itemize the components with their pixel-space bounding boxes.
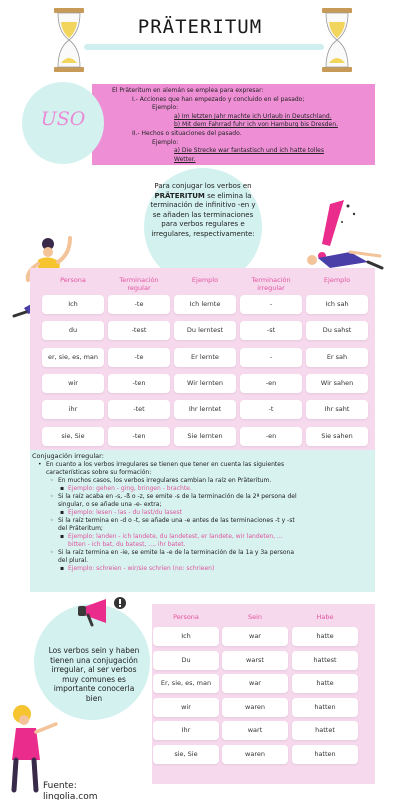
sein-haben-table-cell: hattest <box>292 651 358 670</box>
sein-haben-table-cell: hattet <box>292 721 358 740</box>
irregular-list-item <box>36 541 372 549</box>
conjugation-table-cell: Du sahst <box>306 321 368 340</box>
uso-line: El Präteritum en alemán se emplea para expresar: <box>112 87 264 94</box>
bullet-icon: ▪ <box>60 565 65 572</box>
irregular-list-item <box>36 565 372 573</box>
irregular-list-text: características sobre su formación: <box>46 469 152 476</box>
intro-text <box>148 182 258 240</box>
irregular-list-text: Ejemplo: gehen - ging, bringen - brachte. <box>68 485 192 492</box>
conjugation-table-header-2: Ejemplo <box>191 276 219 284</box>
conjugation-table-cell: -en <box>240 374 302 393</box>
conjugation-table-cell: du <box>42 321 104 340</box>
source-value: lingolia.com <box>43 792 98 800</box>
intro-text-bold: PRÄTERITUM <box>154 191 205 200</box>
conjugation-table-cell: Er lernte <box>174 348 236 367</box>
conjugation-table-header-1: Terminación regular <box>119 276 159 292</box>
irregular-list-item <box>36 493 372 501</box>
irregular-list-text: Si la raíz acaba en -s, -ß o -z, se emite -s de la terminación de la 2ª persona del <box>58 493 297 500</box>
conjugation-table-cell: Wir lernten <box>174 374 236 393</box>
irregular-list-item <box>36 501 372 509</box>
sein-haben-table-cell: hatte <box>292 674 358 693</box>
irregular-list-text: Ejemplo: landen - ich landete, du landetest, er landete, wir landeten, ... <box>68 533 283 540</box>
sein-haben-table-cell: hatte <box>292 627 358 646</box>
irregular-list-item <box>36 533 372 541</box>
uso-line: Ejemplo: <box>152 104 179 112</box>
irregular-list-item <box>36 509 372 517</box>
conjugation-table-cell: -tet <box>108 400 170 419</box>
bullet-icon: ◦ <box>50 517 54 524</box>
irregular-list-text: Si la raíz termina en -d o -t, se añade una -e antes de las terminaciones -t y -st <box>58 517 295 524</box>
conjugation-table-cell: -te <box>108 295 170 314</box>
irregular-list-text: Ejemplo: schreien - wir/sie schrien (no: schrieen) <box>68 565 215 572</box>
bullet-icon: ▪ <box>60 533 65 540</box>
sein-haben-table-cell: war <box>222 674 288 693</box>
conjugation-table-header-3: Terminación irregular <box>251 276 291 292</box>
conjugation-table-cell: -te <box>108 348 170 367</box>
bullet-icon: • <box>38 461 42 468</box>
irregular-list-item <box>36 525 372 533</box>
hourglass-icon <box>320 8 354 72</box>
irregular-list-item <box>36 517 372 525</box>
irregular-list-item <box>36 557 372 565</box>
irregular-list-text: del Präteritum; <box>58 525 103 532</box>
conjugation-table-cell: sie, Sie <box>42 427 104 446</box>
bullet-icon: ▪ <box>60 485 65 492</box>
bullet-icon: ▪ <box>60 509 65 516</box>
title-underline <box>84 44 324 50</box>
conjugation-table-cell: - <box>240 295 302 314</box>
sein-haben-table-cell: hatten <box>292 745 358 764</box>
sein-haben-table-cell: Du <box>153 651 219 670</box>
conjugation-table-cell: Wir sahen <box>306 374 368 393</box>
page-title: PRÄTERITUM <box>137 16 263 38</box>
sein-haben-table-cell: warst <box>222 651 288 670</box>
conjugation-table-cell: -ten <box>108 374 170 393</box>
conjugation-table-cell: Ich lernte <box>174 295 236 314</box>
conjugation-table-cell: -test <box>108 321 170 340</box>
sein-haben-table-header-2: Habe <box>316 613 334 621</box>
intro-text-before: Para conjugar los verbos en <box>154 182 252 190</box>
intro-text-after: se elimina la terminación de infinitivo -en y se añaden las terminaciones para verbos regulares e irregulares, respectivamente: <box>150 191 256 238</box>
sein-haben-table-cell: sie, Sie <box>153 745 219 764</box>
conjugation-table-cell: wir <box>42 374 104 393</box>
conjugation-table-cell: -t <box>240 400 302 419</box>
sein-haben-table-cell: wart <box>222 721 288 740</box>
irregular-list-text: del plural. <box>58 557 89 564</box>
sein-haben-table-cell: hatten <box>292 698 358 717</box>
source <box>43 781 98 800</box>
conjugation-table-header-0: Persona <box>60 276 86 284</box>
conjugation-table-cell: Sie lernten <box>174 427 236 446</box>
conjugation-table-cell: - <box>240 348 302 367</box>
uso-line: Ejemplo: <box>152 138 179 146</box>
sein-haben-table-cell: waren <box>222 745 288 764</box>
conjugation-table-cell: Du lerntest <box>174 321 236 340</box>
irregular-list-text: singular, o se añade una -e- extra; <box>58 501 162 508</box>
irregular-list-text: bitten - ich bat, du batest, ..., ihr batet. <box>68 541 186 548</box>
source-label: Fuente: <box>43 781 77 791</box>
uso-line: a) Die Strecke war fantastisch und ich hatte tolles <box>174 147 324 155</box>
sein-haben-table-cell: wir <box>153 698 219 717</box>
bullet-icon: ◦ <box>50 477 54 484</box>
uso-line: II.- Hechos o situaciones del pasado. <box>132 129 242 137</box>
uso-line: b) Mit dem Fahrrad fuhr ich von Hamburg bis Dresden. <box>174 121 338 129</box>
sein-haben-table-cell: waren <box>222 698 288 717</box>
megaphone-icon <box>78 595 130 627</box>
sein-haben-table-cell: Ihr <box>153 721 219 740</box>
sein-haben-table-cell: war <box>222 627 288 646</box>
irregular-list-text: En cuanto a los verbos irregulares se tienen que tener en cuenta las siguientes <box>46 461 285 468</box>
sein-haben-table-header-0: Persona <box>173 613 199 621</box>
header <box>0 0 400 80</box>
bullet-icon: ◦ <box>50 549 54 556</box>
irregular-list-item <box>36 549 372 557</box>
conjugation-table-cell: Er sah <box>306 348 368 367</box>
uso-line: I.- Acciones que han empezado y concluido en el pasado; <box>132 95 305 103</box>
conjugation-table-header-4: Ejemplo <box>323 276 351 284</box>
conjugation-table-cell: er, sie, es, man <box>42 348 104 367</box>
irregular-list-item <box>36 469 372 477</box>
conjugation-table-cell: Sie sahen <box>306 427 368 446</box>
uso-text <box>112 87 372 164</box>
sein-haben-table-cell: Er, sie, es, man <box>153 674 219 693</box>
exclamation-illustration <box>290 200 390 272</box>
irregular-title: Conjugación irregular: <box>32 452 104 460</box>
conjugation-table-cell: -ten <box>108 427 170 446</box>
irregular-list-text: Si la raíz termina en -ie, se emite la -e de la terminación de la 1a y 3a persona <box>58 549 295 556</box>
conjugation-table-cell: -st <box>240 321 302 340</box>
irregular-list-item <box>36 477 372 485</box>
conjugation-table-cell: -en <box>240 427 302 446</box>
irregular-list <box>36 461 372 573</box>
conjugation-table-cell: Ich sah <box>306 295 368 314</box>
irregular-list-item <box>36 485 372 493</box>
irregular-list-text: En muchos casos, los verbos irregulares cambian la raíz en Präteritum. <box>58 477 272 484</box>
irregular-list-item <box>36 461 372 469</box>
uso-label: USO <box>40 108 86 130</box>
irregular-list-text: Ejemplo: lesen - las - du last/du lasest <box>68 509 182 516</box>
uso-line: Wetter. <box>174 155 196 163</box>
sein-haben-text: Los verbos sein y haben tienen una conjugación irregular, al ser verbos muy comunes es importante conocerla bien <box>48 646 140 703</box>
conjugation-table-cell: Ihr saht <box>306 400 368 419</box>
conjugation-table-cell: ihr <box>42 400 104 419</box>
conjugation-table-cell: Ich <box>42 295 104 314</box>
conjugation-table-cell: Ihr lerntet <box>174 400 236 419</box>
sein-haben-table-cell: Ich <box>153 627 219 646</box>
uso-line: a) Im letzten Jahr machte ich Urlaub in Deutschland. <box>174 112 332 120</box>
bullet-icon: ◦ <box>50 493 54 500</box>
sein-haben-table-header-1: Sein <box>247 613 263 621</box>
